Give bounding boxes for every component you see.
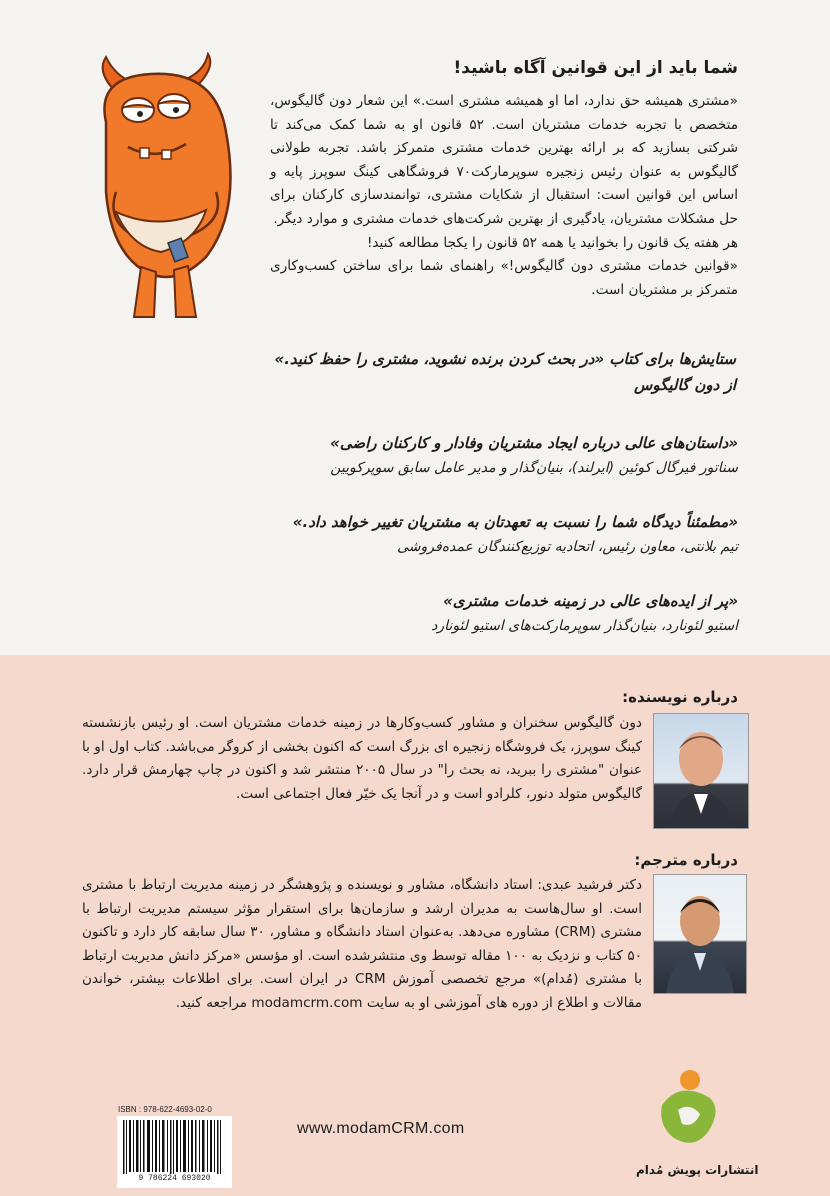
publisher-name: انتشارات پویش مُدام: [636, 1163, 759, 1177]
monster-illustration: [76, 52, 256, 322]
headline: شما باید از این قوانین آگاه باشید!: [453, 58, 738, 78]
quote-author: استیو لئونارد، بنیان‌گذار سوپرمارکت‌های استیو لئونارد: [431, 618, 738, 634]
website-url[interactable]: www.modamCRM.com: [297, 1120, 465, 1137]
author-heading: درباره نویسنده:: [622, 688, 738, 706]
publisher-logo: [650, 1050, 730, 1160]
intro-paragraph: «قوانین خدمات مشتری دون گالیگوس!» راهنمای شما برای ساختن کسب‌وکاری متمرکز بر مشتریان است.: [270, 258, 738, 298]
translator-photo: [653, 874, 747, 994]
intro-paragraph: «مشتری همیشه حق ندارد، اما او همیشه مشتری است.» این شعار دون گالیگوس، متخصص با تجربه خدمات مشتریان است. ۵۲ قانون او به شما کمک می‌کند تا شرکتی بسازید که بر ارائه بهترین خدمات مشتری متمرکز باشد. تجربه طولانی گالیگوس به عنوان رئیس زنجیره سوپرمارکت۷۰ فروشگاهی کینگ سوپرز پایه و اساس این قوانین است: استقبال از شکایات مشتری، توانمندسازی کارکنان برای حل مشکلات مشتریان، یادگیری از بهترین شرکت‌های خدمات مشتری و موارد دیگر.: [270, 93, 738, 227]
quote-author: تیم بلانتی، معاون رئیس، اتحادیه توزیع‌کنندگان عمده‌فروشی: [397, 539, 738, 555]
quote-text: «پر از ایده‌های عالی در زمینه خدمات مشتری»: [443, 592, 738, 610]
author-photo: [653, 713, 749, 829]
translator-heading: درباره مترجم:: [634, 851, 738, 869]
intro-paragraph: هر هفته یک قانون را بخوانید یا همه ۵۲ قانون را یکجا مطالعه کنید!: [366, 234, 738, 251]
praise-quote: [118, 430, 738, 480]
praise-quote: [118, 588, 738, 638]
quote-author: سناتور فیرگال کوئین (ایرلند)، بنیان‌گذار و مدیر عامل سابق سوپرکویین: [330, 460, 738, 476]
praise-heading-line: از دون گالیگوس: [634, 376, 736, 394]
intro-text: [270, 90, 738, 302]
barcode-number: 9 786224 693020: [118, 1174, 231, 1183]
isbn-label: ISBN : 978-622-4693-02-0: [118, 1105, 212, 1114]
translator-bio: دکتر فرشید عبدی: استاد دانشگاه، مشاور و نویسنده و پژوهشگر در زمینه مدیریت ارتباط با مشتری است. او سال‌هاست به مدیران ارشد و سازمان‌ها برای استقرار مؤثر سیستم مدیریت ارتباط با مشتری (CRM) مشاوره می‌دهد. به‌عنوان استاد دانشگاه و مشاور، ۳۰ سال سابقه کار دارد و تاکنون ۵۰ کتاب و نزدیک به ۱۰۰ مقاله توسط وی منتشرشده است. او مؤسس «مرکز دانش مدیریت ارتباط با مشتری (مُدام)» مرجع تخصصی آموزش CRM در ایران است. برای اطلاعات بیشتر، خواندن مقالات و اطلاع از دوره های آموزشی او به سایت modamcrm.com مراجعه کنید.: [82, 877, 642, 1011]
quote-text: «داستان‌های عالی درباره ایجاد مشتریان وفادار و کارکنان راضی»: [330, 434, 738, 452]
author-bio: دون گالیگوس سخنران و مشاور کسب‌وکارها در زمینه خدمات مشتریان است. او رئیس بازنشسته کینگ سوپرز، یک فروشگاه زنجیره ای بزرگ است که اکنون بخشی از کروگر می‌باشد. کتاب اول او با عنوان "مشتری را ببرید، نه بحث را" در سال ۲۰۰۵ منتشر شد و اکنون در چاپ چهارمش قرار دارد. گالیگوس متولد دنور، کلرادو است و در آنجا یک خیّر فعال اجتماعی است.: [82, 715, 642, 802]
praise-quote: [118, 509, 738, 559]
praise-heading: [176, 346, 736, 398]
praise-heading-line: ستایش‌ها برای کتاب «در بحث کردن برنده نشوید، مشتری را حفظ کنید.»: [274, 350, 736, 368]
quote-text: «مطمئناً دیدگاه شما را نسبت به تعهدتان به مشتریان تغییر خواهد داد.»: [292, 513, 738, 531]
